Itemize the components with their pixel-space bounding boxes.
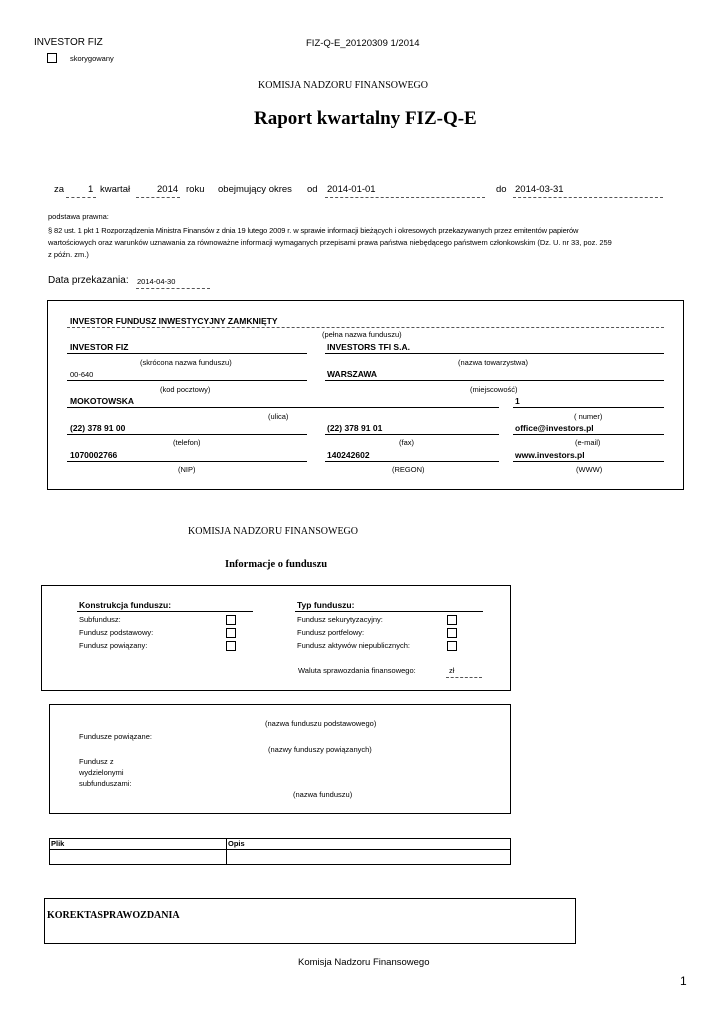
nip: 1070002766 xyxy=(70,450,118,460)
year-underline xyxy=(136,197,180,198)
email-underline xyxy=(513,434,664,435)
period-from: 2014-01-01 xyxy=(327,184,376,195)
www-underline xyxy=(513,461,664,462)
number-underline xyxy=(513,407,664,408)
short-name-underline xyxy=(67,353,307,354)
construction-item-related: Fundusz powiązany: xyxy=(79,641,148,650)
portfolio-checkbox[interactable] xyxy=(447,628,457,638)
construction-item-subfund: Subfundusz: xyxy=(79,615,121,624)
header-form-id: FIZ-Q-E_20120309 1/2014 xyxy=(306,38,420,49)
subfunds-label-line3: subfunduszami: xyxy=(79,779,132,788)
city: WARSZAWA xyxy=(327,369,378,379)
short-name-caption: (skrócona nazwa funduszu) xyxy=(140,358,232,367)
regon-caption: (REGON) xyxy=(392,465,425,474)
quarter-value: 1 xyxy=(88,184,94,195)
related-funds-caption: (nazwy funduszy powiązanych) xyxy=(268,745,372,754)
submission-label: Data przekazania: xyxy=(48,275,129,286)
za-label: za xyxy=(54,184,65,195)
files-header-separator xyxy=(49,849,510,850)
street-underline xyxy=(67,407,499,408)
company-underline xyxy=(325,353,664,354)
files-column-separator xyxy=(226,838,227,864)
currency-label: Waluta sprawozdania finansowego: xyxy=(298,666,416,675)
legal-text-line3: z późn. zm.) xyxy=(48,250,89,259)
type-heading: Typ funduszu: xyxy=(297,600,355,610)
city-underline xyxy=(325,380,664,381)
postal-code: 00-640 xyxy=(70,370,94,379)
street-number: 1 xyxy=(515,396,520,406)
phone-underline xyxy=(67,434,307,435)
kwartal-label: kwartał xyxy=(100,184,131,195)
roku-label: roku xyxy=(186,184,205,195)
corrected-checkbox[interactable] xyxy=(47,53,57,63)
email: office@investors.pl xyxy=(515,423,594,433)
full-name-underline xyxy=(67,327,664,328)
city-caption: (miejscowość) xyxy=(470,385,518,394)
construction-item-base: Fundusz podstawowy: xyxy=(79,628,154,637)
year-value: 2014 xyxy=(157,184,179,195)
header-fund-name: INVESTOR FIZ xyxy=(34,37,103,48)
postal-caption: (kod pocztowy) xyxy=(160,385,211,394)
type-underline xyxy=(295,611,483,612)
www-caption: (WWW) xyxy=(576,465,603,474)
from-underline xyxy=(325,197,485,198)
fund-full-name: INVESTOR FUNDUSZ INWESTYCYJNY ZAMKNIĘTY xyxy=(70,316,278,326)
submission-date: 2014-04-30 xyxy=(137,277,176,286)
number-caption: ( numer) xyxy=(574,412,603,421)
www: www.investors.pl xyxy=(515,450,585,460)
street: MOKOTOWSKA xyxy=(70,396,135,406)
regon-underline xyxy=(325,461,499,462)
fax: (22) 378 91 01 xyxy=(327,423,383,433)
subfunds-caption: (nazwa funduszu) xyxy=(293,790,353,799)
fund-short-name: INVESTOR FIZ xyxy=(70,342,129,352)
fund-company: INVESTORS TFI S.A. xyxy=(327,342,410,352)
fax-caption: (fax) xyxy=(399,438,414,447)
base-fund-caption: (nazwa funduszu podstawowego) xyxy=(265,719,377,728)
correction-heading: KOREKTASPRAWOZDANIA xyxy=(47,910,180,921)
subfund-checkbox[interactable] xyxy=(226,615,236,625)
related-fund-checkbox[interactable] xyxy=(226,641,236,651)
related-funds-label: Fundusze powiązane: xyxy=(79,732,152,741)
base-fund-checkbox[interactable] xyxy=(226,628,236,638)
nonpublic-checkbox[interactable] xyxy=(447,641,457,651)
phone: (22) 378 91 00 xyxy=(70,423,126,433)
type-item-portfolio: Fundusz portfelowy: xyxy=(297,628,365,637)
footer-text: Komisja Nadzoru Finansowego xyxy=(298,957,430,968)
legal-label: podstawa prawna: xyxy=(48,212,109,221)
securitization-checkbox[interactable] xyxy=(447,615,457,625)
currency-underline xyxy=(446,677,482,678)
page-number: 1 xyxy=(680,974,687,988)
subfunds-label-line2: wydzielonymi xyxy=(79,768,124,777)
quarter-underline xyxy=(66,197,96,198)
construction-underline xyxy=(77,611,253,612)
correction-box xyxy=(44,898,576,944)
obejmujacy-label: obejmujący okres xyxy=(218,184,292,195)
legal-text-line2: wartościowych oraz warunków uznawania za równoważne informacji wymaganych przepisami prawa państwa niebędącego państwem członkowskim (Dz. U. nr 33, poz. 259 xyxy=(48,238,612,247)
legal-text-line1: § 82 ust. 1 pkt 1 Rozporządzenia Ministra Finansów z dnia 19 lutego 2009 r. w sprawie informacji bieżących i okresowych przekazywanych przez emitentów papierów xyxy=(48,226,579,235)
do-label: do xyxy=(496,184,507,195)
postal-underline xyxy=(67,380,307,381)
phone-caption: (telefon) xyxy=(173,438,201,447)
fax-underline xyxy=(325,434,499,435)
section2-title: Informacje o funduszu xyxy=(225,559,328,570)
section2-authority: KOMISJA NADZORU FINANSOWEGO xyxy=(188,526,359,537)
construction-heading: Konstrukcja funduszu: xyxy=(79,600,172,610)
od-label: od xyxy=(307,184,318,195)
nip-underline xyxy=(67,461,307,462)
nip-caption: (NIP) xyxy=(178,465,196,474)
corrected-label: skorygowany xyxy=(70,54,114,63)
files-table xyxy=(49,838,511,865)
regon: 140242602 xyxy=(327,450,370,460)
authority-heading: KOMISJA NADZORU FINANSOWEGO xyxy=(258,80,429,91)
currency-value: zł xyxy=(449,666,455,675)
page-title: Raport kwartalny FIZ-Q-E xyxy=(254,108,477,129)
to-underline xyxy=(513,197,663,198)
period-to: 2014-03-31 xyxy=(515,184,564,195)
email-caption: (e-mail) xyxy=(575,438,601,447)
type-item-securitization: Fundusz sekurytyzacyjny: xyxy=(297,615,383,624)
full-name-caption: (pełna nazwa funduszu) xyxy=(322,330,402,339)
street-caption: (ulica) xyxy=(268,412,289,421)
type-item-nonpublic: Fundusz aktywów niepublicznych: xyxy=(297,641,410,650)
files-col-description: Opis xyxy=(228,839,245,848)
subfunds-label-line1: Fundusz z xyxy=(79,757,114,766)
company-caption: (nazwa towarzystwa) xyxy=(458,358,529,367)
submission-underline xyxy=(136,288,210,289)
files-col-file: Plik xyxy=(51,839,65,848)
